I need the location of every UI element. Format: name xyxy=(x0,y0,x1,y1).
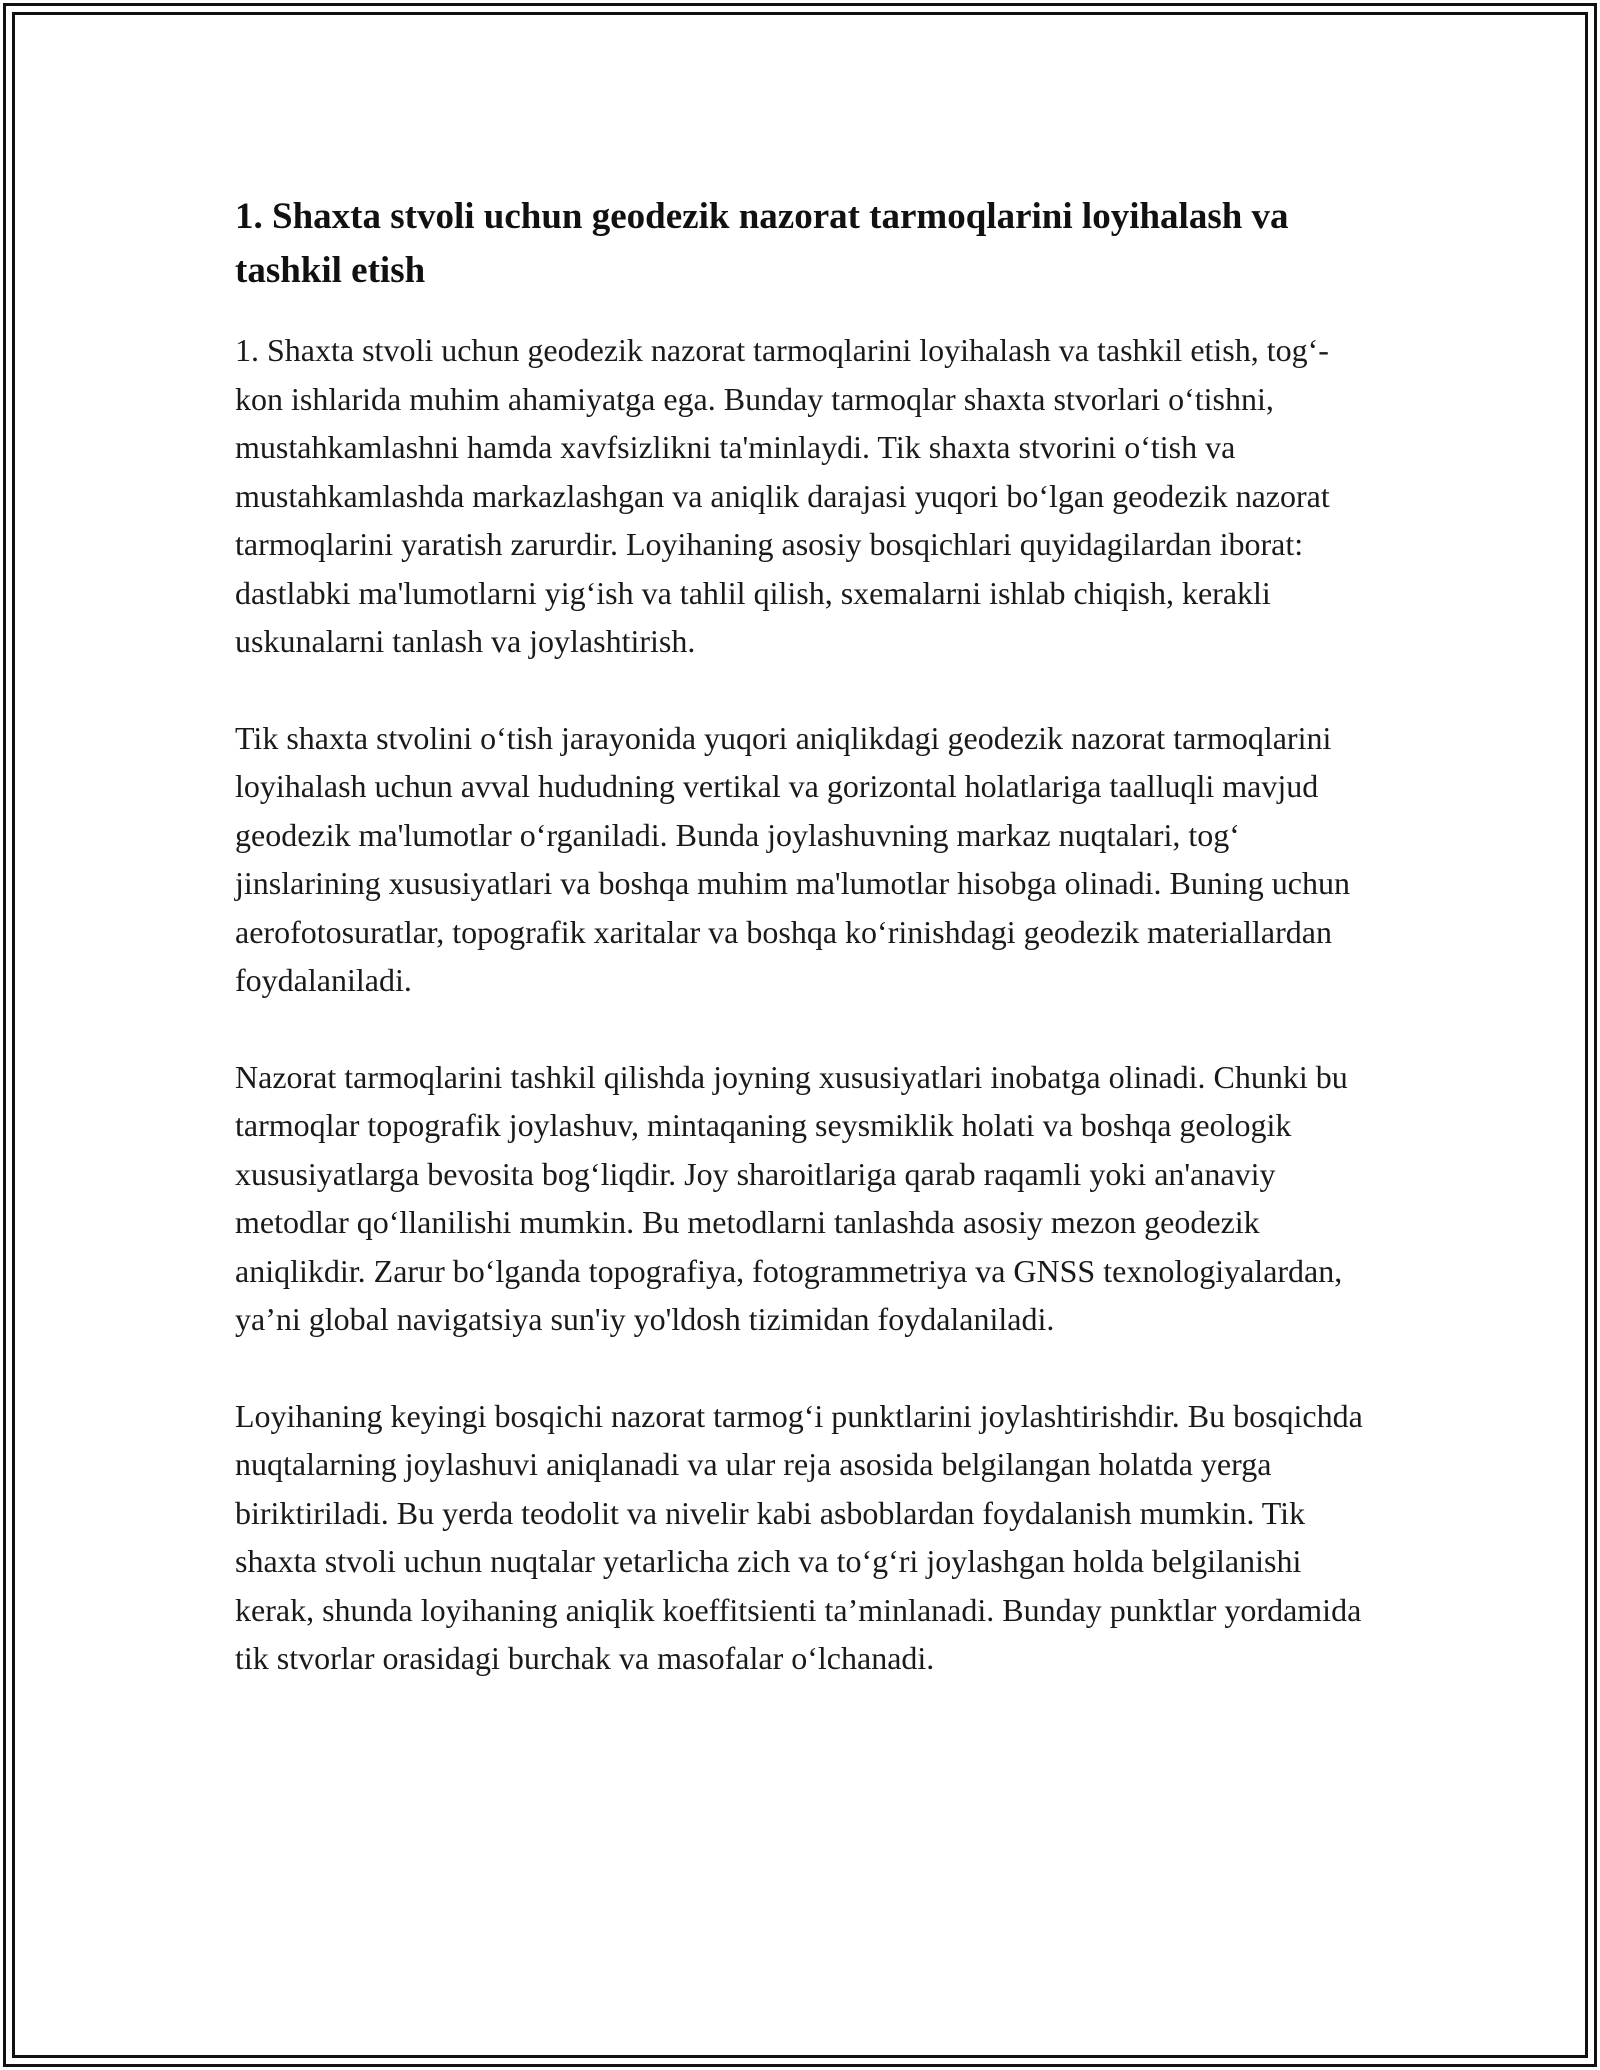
paragraph-4: Loyihaning keyingi bosqichi nazorat tarmog‘i punktlarini joylashtirishdir. Bu bosqichda nuqtalarning joylashuvi aniqlanadi va ular reja asosida belgilangan holatda yerga biriktiriladi. Bu yerda teodolit va nivelir kabi asboblardan foydalanish mumkin. Tik shaxta stvoli uchun nuqtalar yetarlicha zich va to‘g‘ri joylashgan holda belgilanishi kerak, shunda loyihaning aniqlik koeffitsienti ta’minlanadi. Bunday punktlar yordamida tik stvorlar orasidagi burchak va masofalar o‘lchanadi. xyxy=(235,1397,1363,1676)
document-page xyxy=(235,190,1375,1731)
paragraph-1: 1. Shaxta stvoli uchun geodezik nazorat tarmoqlarini loyihalash va tashkil etish, tog‘-kon ishlarida muhim ahamiyatga ega. Bunday tarmoqlar shaxta stvorlari o‘tishni, mustahkamlashni hamda xavfsizlikni ta'minlaydi. Tik shaxta stvorini o‘tish va mustahkamlashda markazlashgan va aniqlik darajasi yuqori bo‘lgan geodezik nazorat tarmoqlarini yaratish zarurdir. Loyihaning asosiy bosqichlari quyidagilardan iborat: dastlabki ma'lumotlarni yig‘ish va tahlil qilish, sxemalarni ishlab chiqish, kerakli uskunalarni tanlash va joylashtirish. xyxy=(235,332,1330,659)
paragraph-3: Nazorat tarmoqlarini tashkil qilishda joyning xususiyatlari inobatga olinadi. Chunki bu tarmoqlar topografik joylashuv, mintaqaning seysmiklik holati va boshqa geologik xususiyatlarga bevosita bog‘liqdir. Joy sharoitlariga qarab raqamli yoki an'anaviy metodlar qo‘llanilishi mumkin. Bu metodlarni tanlashda asosiy mezon geodezik aniqlikdir. Zarur bo‘lganda topografiya, fotogrammetriya va GNSS texnologiyalardan, ya’ni global navigatsiya sun'iy yo'ldosh tizimidan foydalaniladi. xyxy=(235,1058,1348,1337)
paragraph-2: Tik shaxta stvolini o‘tish jarayonida yuqori aniqlikdagi geodezik nazorat tarmoqlarini loyihalash uchun avval hududning vertikal va gorizontal holatlariga taalluqli mavjud geodezik ma'lumotlar o‘rganiladi. Bunda joylashuvning markaz nuqtalari, tog‘ jinslarining xususiyatlari va boshqa muhim ma'lumotlar hisobga olinadi. Buning uchun aerofotosuratlar, topografik xaritalar va boshqa ko‘rinishdagi geodezik materiallardan foydalaniladi. xyxy=(235,719,1350,998)
document-title: 1. Shaxta stvoli uchun geodezik nazorat tarmoqlarini loyihalash va tashkil etish xyxy=(235,196,1289,291)
